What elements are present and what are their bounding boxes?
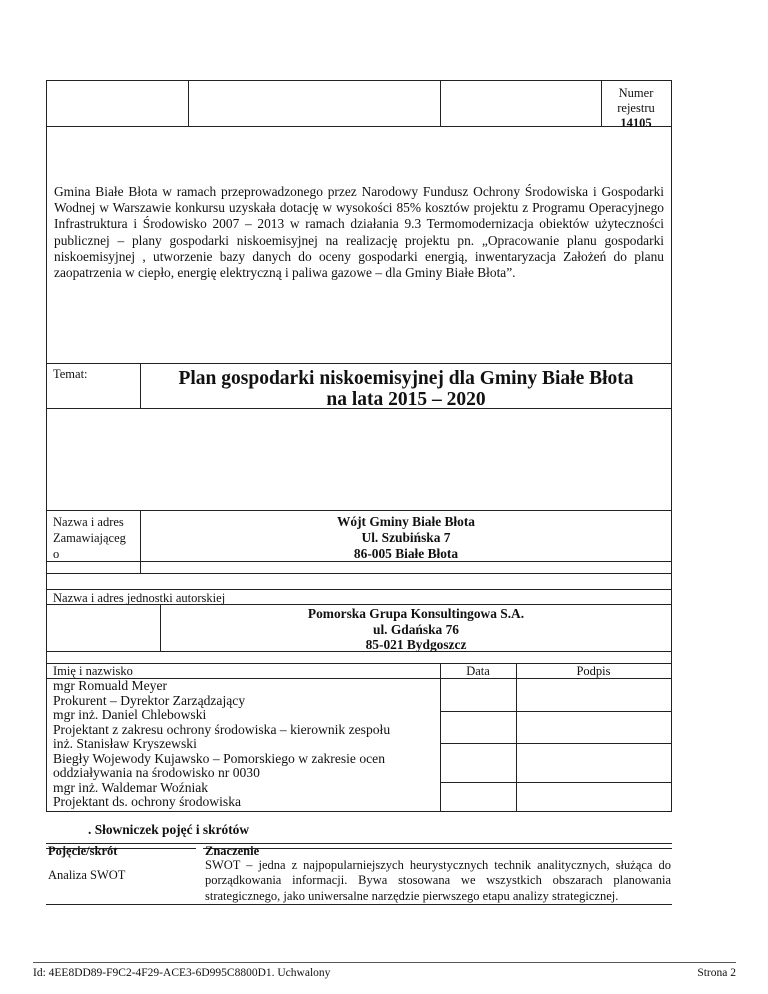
client-address bbox=[141, 514, 671, 562]
document-title bbox=[141, 368, 671, 410]
author-unit-label: Nazwa i adres jednostki autorskiej bbox=[53, 591, 226, 605]
author-line-1: Pomorska Grupa Konsultingowa S.A. bbox=[307, 606, 525, 621]
client-label bbox=[53, 514, 126, 562]
signatory-line: Biegły Wojewody Kujawsko – Pomorskiego w zakresie ocen bbox=[53, 750, 386, 766]
signatory-line: mgr inż. Waldemar Woźniak bbox=[53, 779, 209, 795]
intro-paragraph: Gmina Białe Błota w ramach przeprowadzonego przez Narodowy Fundusz Ochrony Środowiska i Gospodarki Wodnej w Warszawie konkursu uzyskała dotację w wysokości 85% kosztów projektu z Programu Operacyjnego Infrastruktura i Środowisko 2007 – 2013 w ramach działania 9.3 Termomodernizacja obiektów użyteczności publicznej – plany gospodarki niskoemisyjnej na realizację projektu pn. „Opracowanie planu gospodarki niskoemisyjnej , utworzenie bazy danych do oceny gospodarki energią, inwentaryzacja Założeń do planu zaopatrzenia w ciepło, energię elektryczną i paliwa gazowe – dla Gminy Białe Błota”. bbox=[54, 184, 664, 281]
document-id: Id: 4EE8DD89-F9C2-4F29-ACE3-6D995C8800D1. Uchwalony bbox=[33, 967, 331, 979]
register-label-1: Numer bbox=[618, 86, 654, 100]
glossary-meaning: SWOT – jedna z najpopularniejszych heurystycznych technik analitycznych, służąca do porządkowania informacji. Bywa stosowana we wszystkich obszarach planowania strategicznego, jako uniwersalne narzędzie pierwszego etapu analizy strategicznej. bbox=[205, 858, 671, 903]
signatory-line: inż. Stanisław Kryszewski bbox=[53, 736, 197, 751]
signatory-line: Prokurent – Dyrektor Zarządzający bbox=[53, 692, 246, 708]
page-number: Strona 2 bbox=[697, 967, 736, 979]
glossary-heading: . Słowniczek pojęć i skrótów bbox=[88, 822, 250, 837]
topic-label: Temat: bbox=[53, 367, 88, 381]
author-unit-address bbox=[161, 606, 671, 653]
glossary-term: Analiza SWOT bbox=[48, 868, 126, 882]
document-title-line-1: Plan gospodarki niskoemisyjnej dla Gminy Białe Błota bbox=[178, 368, 634, 389]
client-line-1: Wójt Gminy Białe Błota bbox=[337, 514, 475, 529]
client-line-3: 86-005 Białe Błota bbox=[353, 546, 459, 561]
signatory-line: mgr inż. Daniel Chlebowski bbox=[53, 707, 207, 722]
signatory-line: oddziaływania na środowisko nr 0030 bbox=[53, 765, 260, 780]
signatory-line: Projektant z zakresu ochrony środowiska – kierownik zespołu bbox=[53, 721, 391, 737]
col-date-header: Data bbox=[466, 664, 490, 678]
client-label-3: o bbox=[53, 547, 60, 561]
register-number: 14105 bbox=[620, 116, 652, 130]
register-label-2: rejestru bbox=[617, 101, 655, 115]
document-title-line-2: na lata 2015 – 2020 bbox=[326, 389, 486, 410]
col-sign-header: Podpis bbox=[576, 664, 611, 678]
author-line-3: 85-021 Bydgoszcz bbox=[365, 637, 467, 652]
author-line-2: ul. Gdańska 76 bbox=[373, 621, 459, 637]
client-label-1: Nazwa i adres bbox=[53, 515, 124, 529]
client-label-2: Zamawiająceg bbox=[53, 531, 126, 545]
col-name-header: Imię i nazwisko bbox=[53, 664, 133, 678]
signatories-list bbox=[53, 679, 438, 810]
signatory-line: Projektant ds. ochrony środowiska bbox=[53, 794, 242, 809]
client-line-2: Ul. Szubińska 7 bbox=[361, 530, 451, 545]
register-label bbox=[601, 86, 671, 131]
signatory-line: mgr Romuald Meyer bbox=[53, 678, 168, 693]
glossary-col-meaning: Znaczenie bbox=[205, 844, 260, 858]
glossary-col-term: Pojęcie/skrót bbox=[48, 844, 118, 858]
